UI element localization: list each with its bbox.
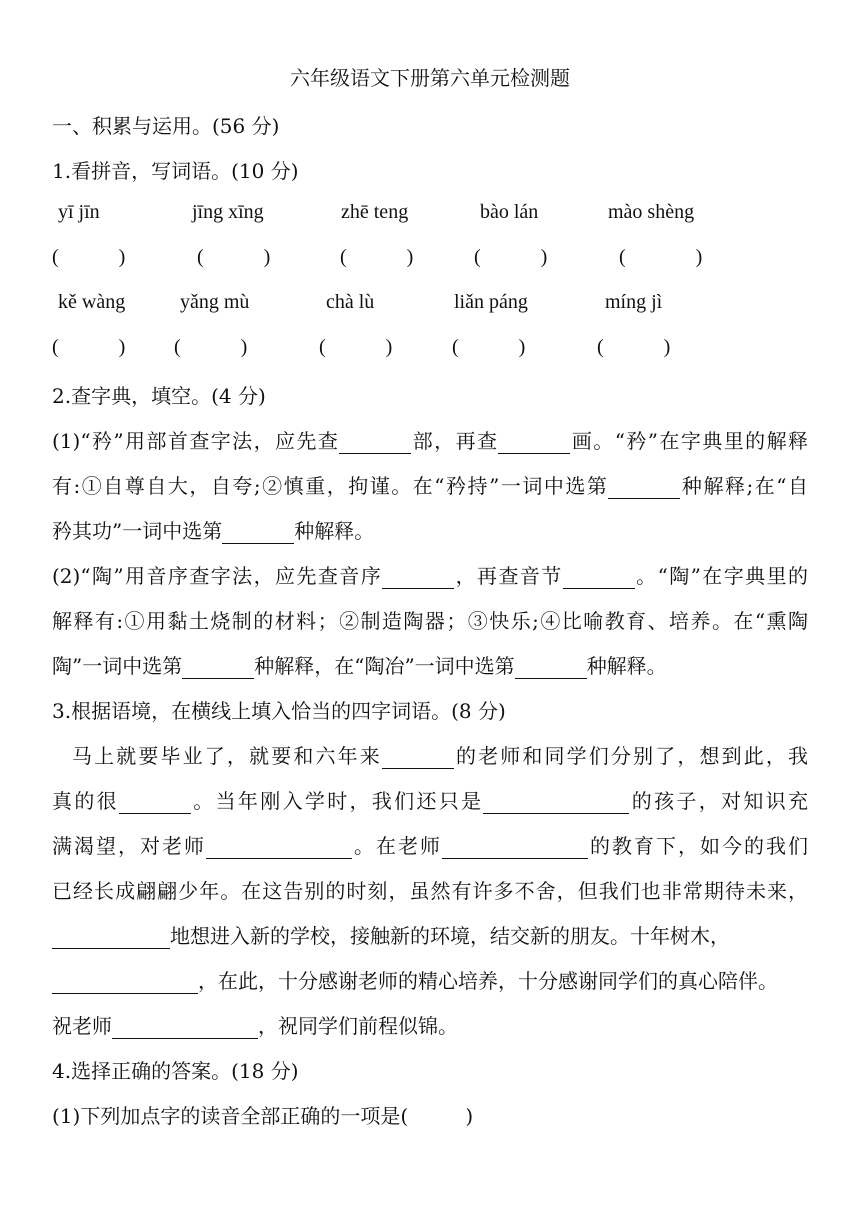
q2-line: 有:①自尊自大，自夸;②慎重，拘谨。在“矜持”一词中选第 种解释;在“自 (52, 474, 808, 498)
q3-line: 马上就要毕业了，就要和六年来 的老师和同学们分别了，想到此，我 (72, 744, 809, 768)
fill-blank[interactable] (112, 1016, 258, 1039)
fill-blank[interactable] (483, 791, 629, 814)
answer-box[interactable]: ( ) (197, 246, 271, 268)
pinyin-3: zhē teng (341, 201, 409, 223)
fill-blank[interactable] (608, 476, 680, 499)
pinyin-8: chà lù (326, 291, 375, 313)
question-2-heading: 2.查字典，填空。(4 分) (52, 384, 266, 408)
question-1-heading: 1.看拼音，写词语。(10 分) (52, 159, 299, 183)
fill-blank[interactable] (442, 836, 588, 859)
q4-sub1: (1)下列加点字的读音全部正确的一项是( ) (52, 1104, 474, 1128)
q2-line: 矜其功”一词中选第 种解释。 (52, 519, 375, 543)
answer-box[interactable]: ( ) (52, 336, 126, 358)
answer-box[interactable]: ( ) (619, 246, 703, 268)
fill-blank[interactable] (382, 746, 454, 769)
pinyin-9: liǎn páng (454, 291, 528, 313)
q3-line: 已经长成翩翩少年。在这告别的时刻，虽然有许多不舍，但我们也非常期待未来， (52, 879, 808, 903)
fill-blank[interactable] (182, 656, 254, 679)
question-3-heading: 3.根据语境，在横线上填入恰当的四字词语。(8 分) (52, 699, 506, 723)
answer-box[interactable]: ( ) (597, 336, 671, 358)
fill-blank[interactable] (52, 926, 170, 949)
fill-blank[interactable] (563, 566, 635, 589)
pinyin-7: yǎng mù (180, 291, 250, 313)
pinyin-2: jīng xīng (192, 201, 264, 223)
pinyin-5: mào shèng (608, 201, 695, 223)
q3-line: ，在此，十分感谢老师的精心培养，十分感谢同学们的真心陪伴。 (52, 965, 778, 994)
fill-blank[interactable] (339, 431, 411, 454)
fill-blank[interactable] (498, 431, 570, 454)
answer-box[interactable]: ( ) (52, 246, 126, 268)
page-title: 六年级语文下册第六单元检测题 (290, 66, 570, 90)
fill-blank[interactable] (119, 791, 191, 814)
answer-box[interactable]: ( ) (319, 336, 393, 358)
question-4-heading: 4.选择正确的答案。(18 分) (52, 1059, 299, 1083)
q3-line: 地想进入新的学校，接触新的环境，结交新的朋友。十年树木， (52, 920, 730, 949)
fill-blank[interactable] (52, 971, 198, 994)
fill-blank[interactable] (206, 836, 352, 859)
q3-line: 祝老师 ，祝同学们前程似锦。 (52, 1014, 458, 1038)
q2-line: 解释有:①用黏土烧制的材料；②制造陶器；③快乐;④比喻教育、培养。在“熏陶 (52, 609, 808, 633)
q2-line: (1)“矜”用部首查字法，应先查 部，再查 画。“矜”在字典里的解释 (52, 429, 809, 453)
q3-line: 真的很 。当年刚入学时，我们还只是 的孩子，对知识充 (52, 789, 809, 813)
answer-box[interactable]: ( ) (340, 246, 414, 268)
section-heading: 一、积累与运用。(56 分) (52, 114, 280, 138)
fill-blank[interactable] (382, 566, 454, 589)
q2-line: (2)“陶”用音序查字法，应先查音序 ，再查音节 。“陶”在字典里的 (52, 564, 809, 588)
answer-paren[interactable]: ) (465, 1104, 474, 1128)
pinyin-10: míng jì (605, 291, 663, 313)
fill-blank[interactable] (515, 656, 587, 679)
answer-box[interactable]: ( ) (174, 336, 248, 358)
q3-line: 满渴望，对老师 。在老师 的教育下，如今的我们 (52, 834, 808, 858)
answer-box[interactable]: ( ) (474, 246, 548, 268)
fill-blank[interactable] (222, 521, 294, 544)
pinyin-1: yī jīn (58, 201, 100, 223)
q2-line: 陶”一词中选第 种解释，在“陶冶”一词中选第 种解释。 (52, 654, 667, 678)
answer-box[interactable]: ( ) (452, 336, 526, 358)
pinyin-6: kě wàng (58, 291, 126, 313)
pinyin-4: bào lán (480, 201, 539, 223)
